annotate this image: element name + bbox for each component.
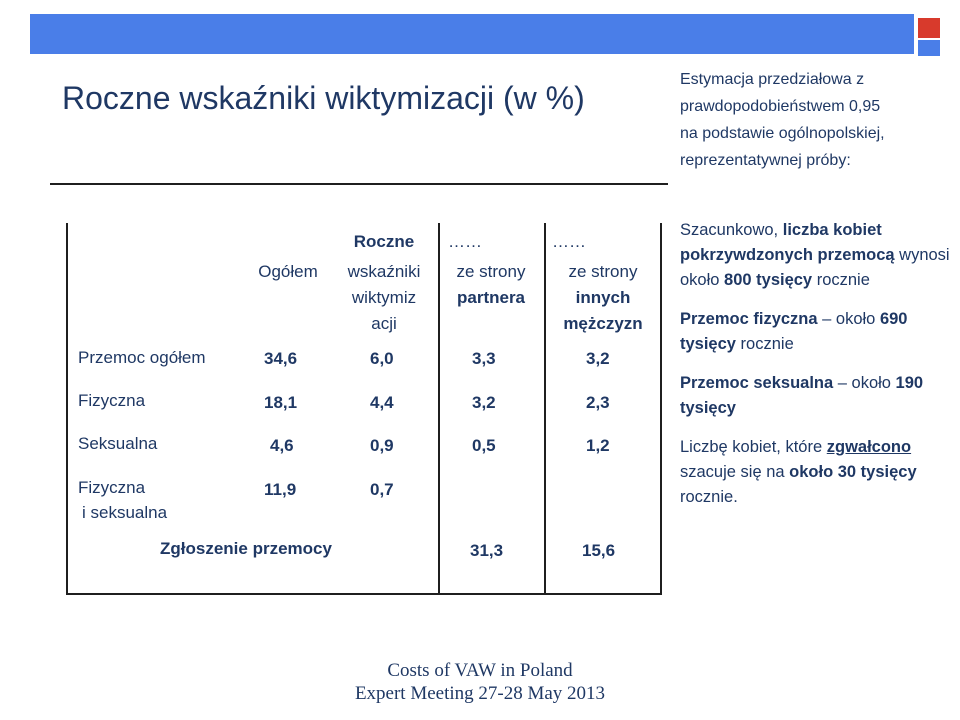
value-cell: 4,4	[370, 393, 394, 412]
value-cell: 6,0	[370, 349, 394, 368]
footer-line-2: Expert Meeting 27-28 May 2013	[354, 683, 606, 704]
value-cell: 0,5	[472, 436, 496, 455]
text-run: Szacunkowo,	[680, 221, 783, 239]
text-run: rocznie	[735, 335, 794, 353]
note-line: prawdopodobieństwem 0,95	[680, 98, 881, 115]
footer-line-1: Costs of VAW in Poland	[387, 660, 573, 681]
header-others-dots: ……	[552, 232, 586, 251]
row-label-przemoc-ogolem: Przemoc ogółem	[78, 348, 206, 367]
title-underline	[50, 183, 668, 185]
row-label-fizyczna: Fizyczna	[78, 391, 146, 410]
note-line: na podstawie ogólnopolskiej,	[680, 125, 885, 142]
value-cell: 34,6	[264, 349, 298, 368]
header-roczne: Roczne	[353, 232, 415, 251]
row-label-fizyczna-i-seksualna-line2: i seksualna	[82, 503, 168, 522]
value-cell: 0,7	[370, 480, 394, 499]
summary-paragraph-sexual	[680, 371, 952, 421]
header-partner-dots: ……	[448, 232, 482, 251]
text-run: liczba kobiet pokrzywdzonych przemocą	[680, 221, 895, 264]
corner-accent-red	[918, 18, 940, 38]
row-label-fizyczna-i-seksualna: Fizyczna	[78, 478, 146, 497]
text-run: – około	[817, 310, 880, 328]
value-cell: 15,6	[582, 541, 616, 560]
header-others-line3: mężczyzn	[563, 314, 643, 333]
title-bar-decoration	[30, 14, 914, 54]
corner-accent-blue	[918, 40, 940, 56]
value-cell: 4,6	[270, 436, 294, 455]
row-label-zgloszenie: Zgłoszenie przemocy	[160, 539, 332, 558]
summary-paragraph-total	[680, 218, 952, 293]
text-run: 690 tysięcy	[680, 310, 908, 353]
header-others-line2: innych	[575, 288, 631, 307]
summary-paragraph-rape	[680, 435, 952, 510]
text-run: około 30 tysięcy	[789, 463, 917, 481]
header-acji: acji	[371, 314, 397, 333]
header-others-line1: ze strony	[568, 262, 638, 281]
text-run: rocznie.	[680, 488, 738, 506]
value-cell: 18,1	[264, 393, 298, 412]
value-cell: 11,9	[264, 480, 297, 499]
text-run: wynosi około	[680, 246, 950, 289]
header-wiktymiz: wiktymiz	[351, 288, 417, 307]
text-run: – około	[833, 374, 896, 392]
text-run: 800 tysięcy	[724, 271, 813, 289]
note-line: Estymacja przedziałowa z	[680, 71, 865, 88]
text-run: Liczbę kobiet, które	[680, 438, 827, 456]
column-divider	[660, 223, 662, 593]
slide-title: Roczne wskaźniki wiktymizacji (w %)	[62, 80, 585, 116]
value-cell: 1,2	[586, 436, 610, 455]
header-wskazniki: wskaźniki	[347, 262, 421, 281]
header-ogolem: Ogółem	[258, 262, 318, 281]
value-cell: 0,9	[370, 436, 394, 455]
value-cell: 2,3	[586, 393, 610, 412]
note-line: reprezentatywnej próby:	[680, 152, 851, 169]
text-run: zgwałcono	[826, 438, 912, 456]
value-cell: 31,3	[470, 541, 504, 560]
value-cell: 3,2	[472, 393, 496, 412]
header-partner-line2: partnera	[456, 288, 526, 307]
text-run: Przemoc fizyczna	[680, 310, 818, 328]
text-run: szacuje się na	[680, 463, 790, 481]
text-run: 190 tysięcy	[680, 374, 924, 417]
summary-paragraph-physical	[680, 307, 952, 357]
summary-text	[680, 218, 952, 524]
row-label-seksualna: Seksualna	[78, 434, 158, 453]
header-partner-line1: ze strony	[456, 262, 526, 281]
estimation-note	[680, 66, 950, 174]
value-cell: 3,2	[586, 349, 610, 368]
text-run: Przemoc seksualna	[680, 374, 834, 392]
victimization-table	[66, 223, 662, 595]
text-run: rocznie	[812, 271, 870, 289]
value-cell: 3,3	[472, 349, 496, 368]
